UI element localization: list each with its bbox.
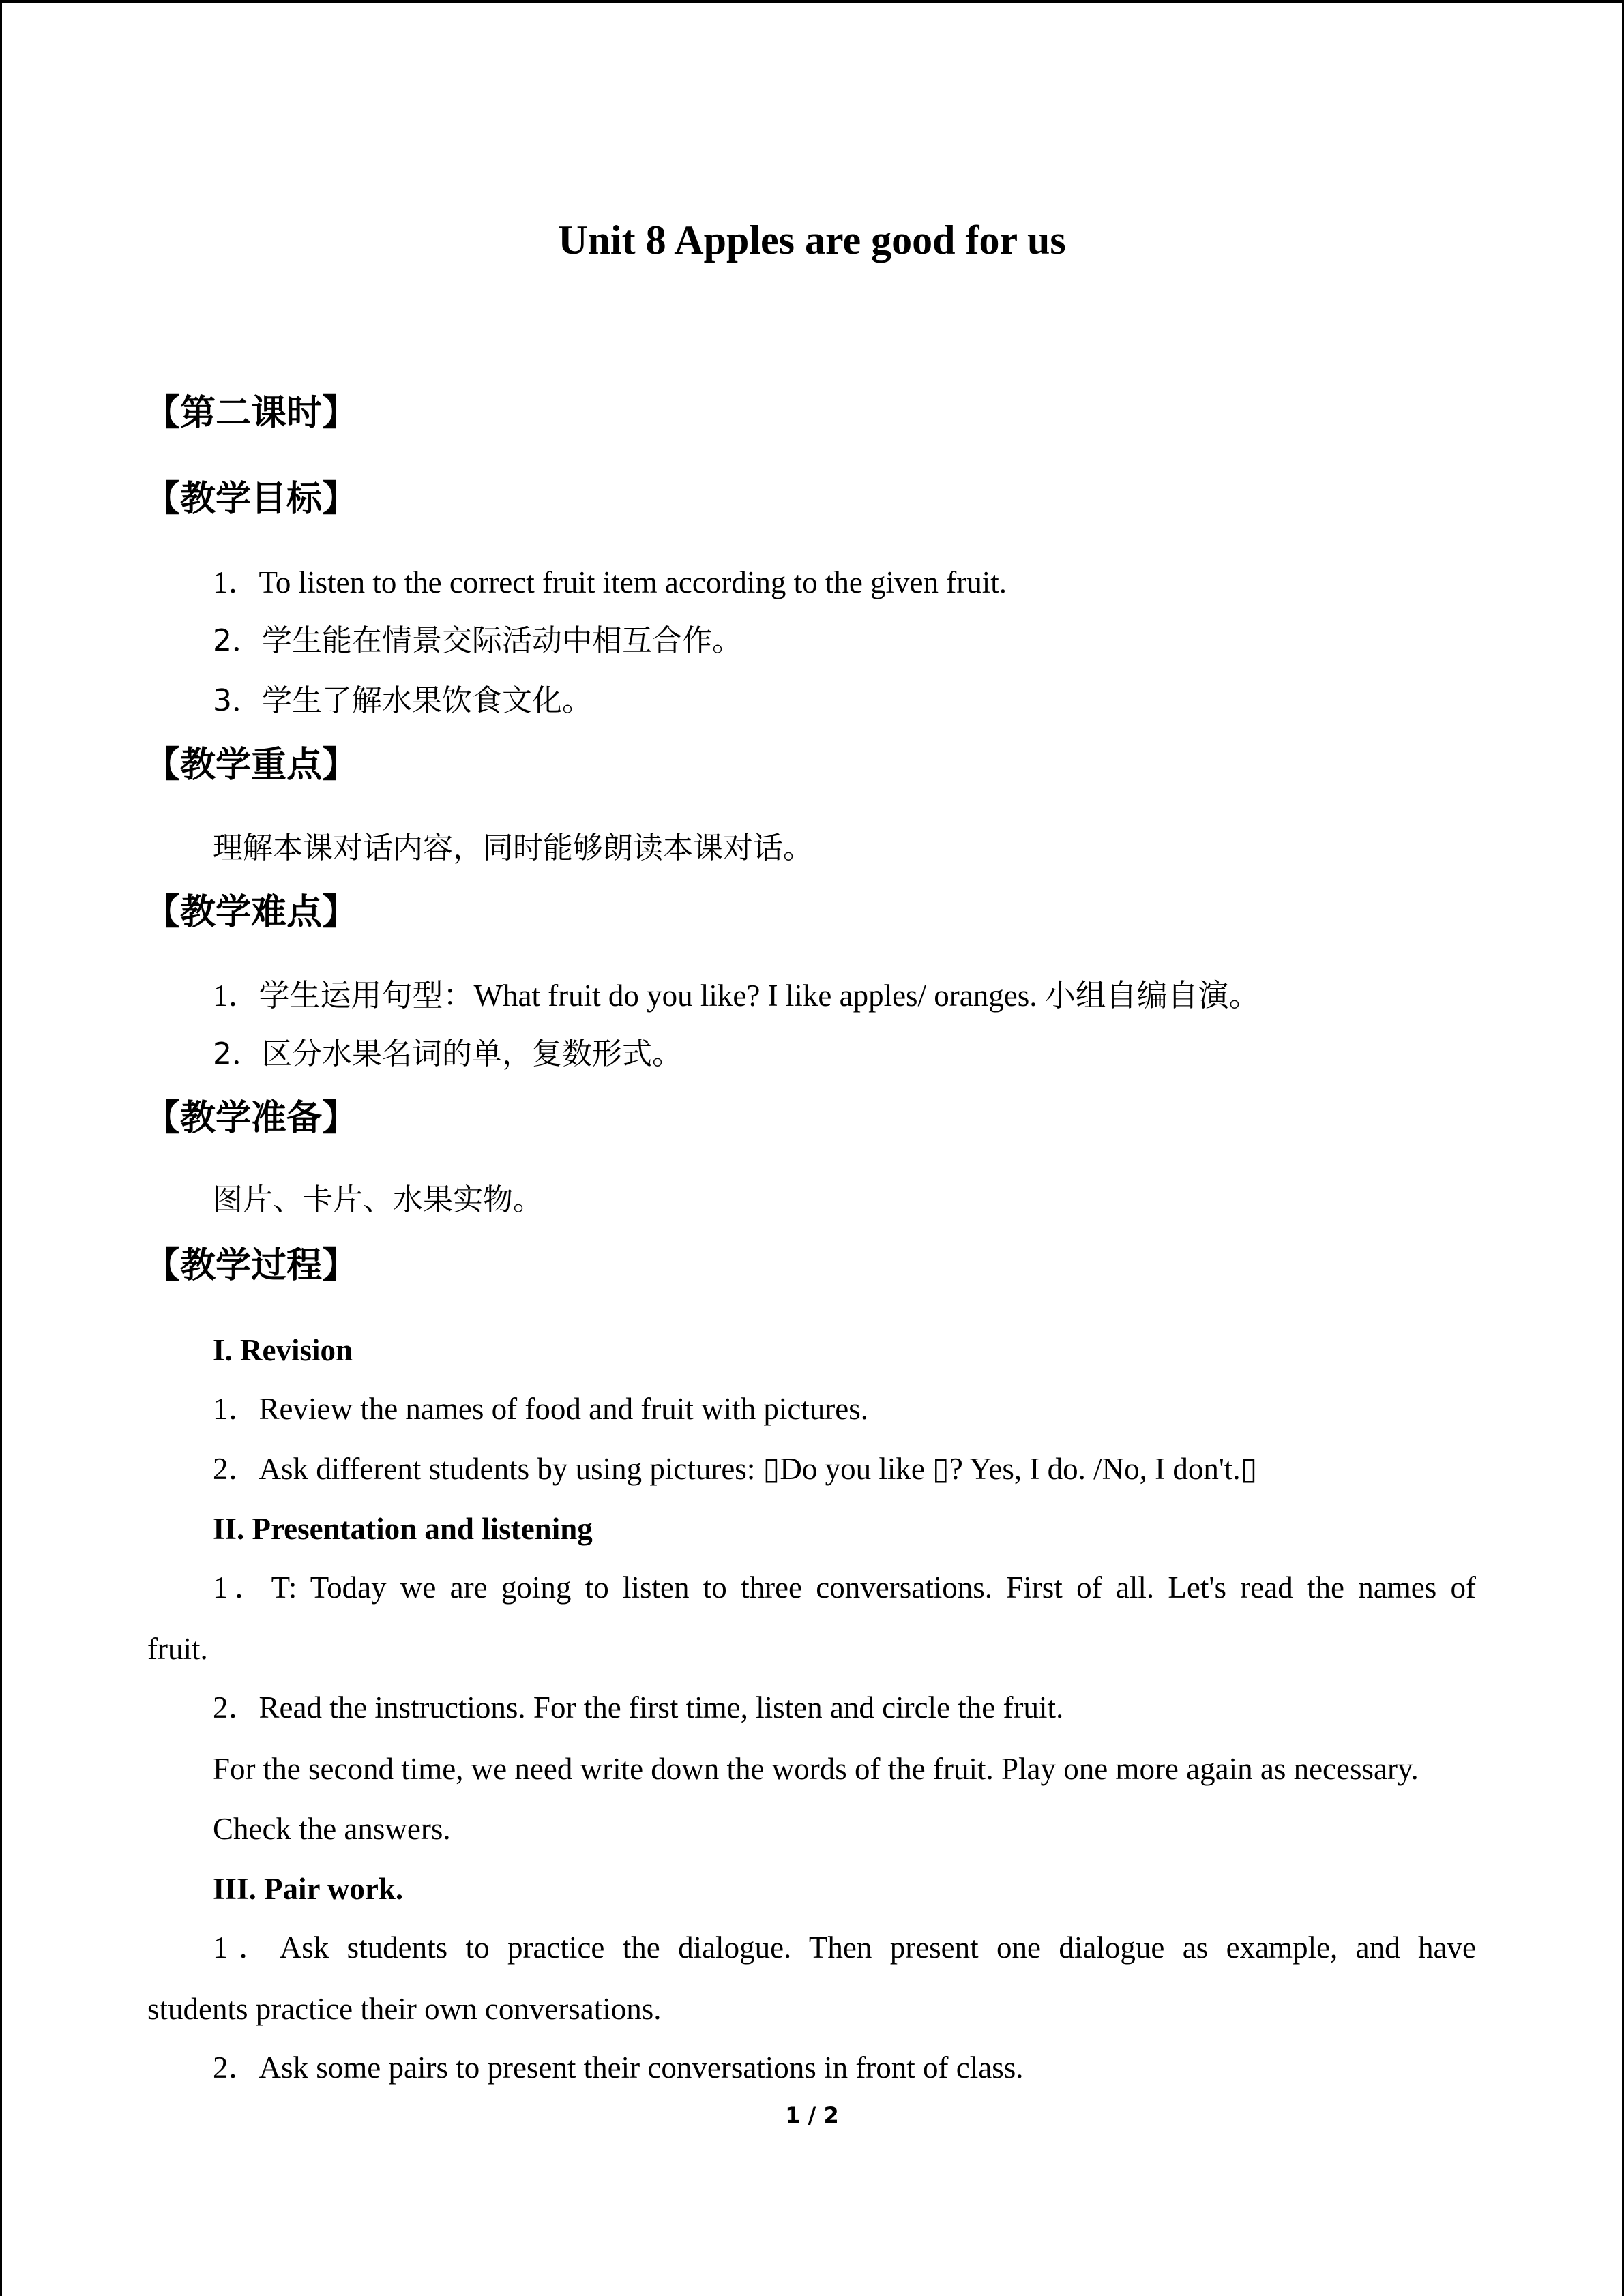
presentation-item: For the second time, we need write down the words of the fruit. Play one more again as necessary. [213,1752,1419,1786]
presentation-item: Check the answers. [213,1812,451,1846]
difficulty-item: 1．学生运用句型：What fruit do you like? I like apples/ oranges. 小组自编自演。 [213,979,1260,1013]
page-top-border [0,0,1622,3]
key-points-text: 理解本课对话内容，同时能够朗读本课对话。 [213,831,813,865]
section-revision-title: I. Revision [213,1333,353,1367]
heading-key-points: 【教学重点】 [145,745,358,786]
section-pair-work-title: III. Pair work. [213,1872,404,1906]
objective-item: 2．学生能在情景交际活动中相互合作。 [213,623,742,658]
presentation-item-continued: fruit. [147,1632,208,1666]
pair-work-item: 1．Ask students to practice the dialogue. Then present one dialogue as example, and have [213,1930,1476,1965]
revision-item: 1．Review the names of food and fruit with pictures. [213,1392,869,1426]
pair-work-item-continued: students practice their own conversations. [147,1992,662,2026]
heading-objectives: 【教学目标】 [145,479,358,520]
page-number: 1 / 2 [785,2102,839,2128]
objective-item: 1．To listen to the correct fruit item according to the given fruit. [213,565,1007,599]
heading-difficulties: 【教学难点】 [145,892,358,933]
difficulty-item: 2．区分水果名词的单，复数形式。 [213,1037,682,1071]
heading-process: 【教学过程】 [145,1245,358,1286]
heading-preparation: 【教学准备】 [145,1098,358,1139]
pair-work-item: 2．Ask some pairs to present their conversations in front of class. [213,2051,1024,2085]
section-presentation-title: II. Presentation and listening [213,1512,593,1546]
presentation-item: 2．Read the instructions. For the first time, listen and circle the fruit. [213,1690,1064,1725]
revision-item: 2．Ask different students by using pictures: ▯Do you like ▯? Yes, I do. /No, I don't.▯ [213,1452,1258,1486]
heading-lesson: 【第二课时】 [145,393,358,434]
page-left-border [0,0,2,2296]
document-title: Unit 8 Apples are good for us [558,218,1066,263]
presentation-item: 1．T: Today we are going to listen to three conversations. First of all. Let's read the names of [213,1570,1476,1605]
objective-item: 3．学生了解水果饮食文化。 [213,683,592,718]
preparation-text: 图片、卡片、水果实物。 [213,1182,543,1217]
